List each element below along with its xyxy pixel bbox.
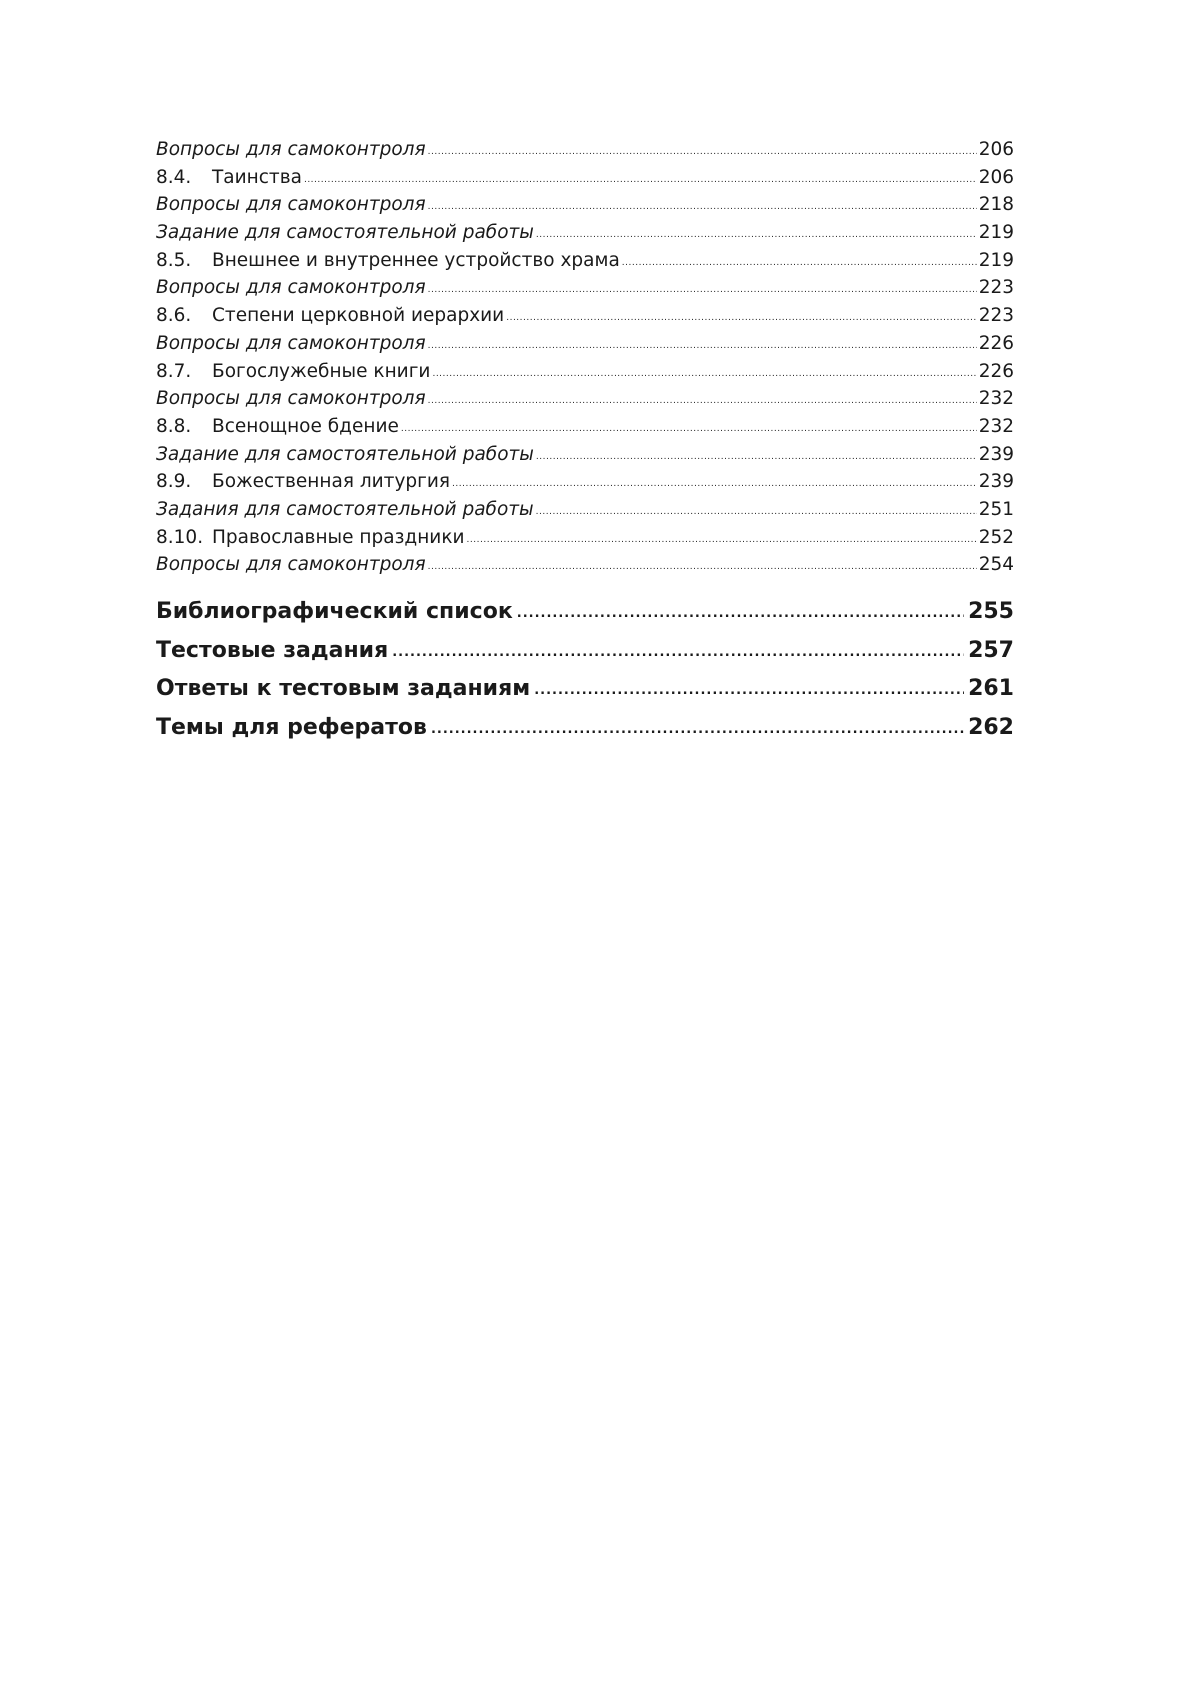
toc-leader-dots bbox=[428, 203, 977, 212]
toc-entry-title: Православные праздники bbox=[212, 526, 465, 548]
toc-entry[interactable] bbox=[156, 219, 1014, 247]
toc-leader-dots bbox=[304, 176, 977, 185]
toc-entry-page: 251 bbox=[978, 498, 1014, 520]
toc-leader-dots bbox=[534, 684, 964, 697]
toc-leader-dots bbox=[506, 314, 976, 323]
toc-leader-dots bbox=[428, 563, 977, 572]
toc-spacer bbox=[156, 579, 1014, 593]
toc-entry[interactable] bbox=[156, 164, 1014, 192]
toc-leader-dots bbox=[428, 342, 977, 351]
toc-entry[interactable] bbox=[156, 247, 1014, 275]
toc-entry[interactable] bbox=[156, 441, 1014, 469]
toc-entry-title: Степени церковной иерархии bbox=[212, 305, 505, 327]
toc-entry-title: Задание для самостоятельной работы bbox=[156, 222, 534, 244]
toc-entry-page: 219 bbox=[978, 249, 1014, 271]
toc-entry-page: 232 bbox=[978, 388, 1014, 410]
toc-entry-page: 239 bbox=[978, 471, 1014, 493]
toc-entry[interactable] bbox=[156, 385, 1014, 413]
toc-entry-title: Внешнее и внутреннее устройство храма bbox=[212, 249, 620, 271]
toc-leader-dots bbox=[536, 231, 977, 240]
toc-major-page: 262 bbox=[968, 714, 1014, 740]
toc-entry-title: Таинства bbox=[212, 166, 302, 188]
toc-entry[interactable] bbox=[156, 191, 1014, 219]
toc-entry-page: 254 bbox=[978, 554, 1014, 576]
toc-entry-page: 239 bbox=[978, 443, 1014, 465]
toc-major-entry[interactable] bbox=[156, 632, 1014, 671]
toc-entry[interactable] bbox=[156, 136, 1014, 164]
toc-entry-page: 223 bbox=[978, 277, 1014, 299]
toc-major-page: 257 bbox=[968, 637, 1014, 663]
toc-major-title: Тестовые задания bbox=[156, 637, 389, 663]
toc-major-page: 261 bbox=[968, 676, 1014, 701]
toc-entry[interactable] bbox=[156, 413, 1014, 441]
toc-entry-title: Вопросы для самоконтроля bbox=[156, 139, 426, 160]
toc-leader-dots bbox=[428, 397, 977, 406]
toc-entry-number: 8.10. bbox=[156, 526, 204, 548]
toc-entry-title: Вопросы для самоконтроля bbox=[156, 388, 426, 410]
toc-entry-title: Всенощное бдение bbox=[212, 415, 399, 437]
toc-leader-dots bbox=[536, 508, 977, 517]
toc-entry-title: Задания для самостоятельной работы bbox=[156, 498, 534, 520]
toc-entry-number: 8.7. bbox=[156, 360, 192, 382]
toc-entry-title: Вопросы для самоконтроля bbox=[156, 332, 426, 354]
toc-leader-dots bbox=[622, 259, 977, 268]
toc-entry-page: 206 bbox=[978, 139, 1014, 160]
toc-leader-dots bbox=[452, 480, 977, 489]
toc-entry-page: 226 bbox=[978, 332, 1014, 354]
toc-entry-page: 226 bbox=[978, 360, 1014, 382]
toc-entry[interactable] bbox=[156, 524, 1014, 552]
toc-leader-dots bbox=[428, 148, 977, 157]
toc-entry[interactable] bbox=[156, 274, 1014, 302]
toc-entry-title: Вопросы для самоконтроля bbox=[156, 554, 426, 576]
toc-entry-title: Задание для самостоятельной работы bbox=[156, 443, 534, 465]
toc-entry[interactable] bbox=[156, 302, 1014, 330]
toc-leader-dots bbox=[536, 453, 977, 462]
toc-major-title: Темы для рефератов bbox=[156, 714, 427, 740]
toc-major-page: 255 bbox=[968, 599, 1014, 624]
toc-leader-dots bbox=[428, 286, 977, 295]
toc-entry-page: 252 bbox=[978, 526, 1014, 548]
toc-major-entry[interactable] bbox=[156, 593, 1014, 632]
toc-entry[interactable] bbox=[156, 468, 1014, 496]
toc-leader-dots bbox=[467, 536, 977, 545]
table-of-contents bbox=[156, 136, 1014, 747]
toc-entry-number: 8.9. bbox=[156, 471, 192, 493]
toc-major-entry[interactable] bbox=[156, 670, 1014, 709]
toc-major-title: Ответы к тестовым заданиям bbox=[156, 676, 531, 701]
toc-entry-page: 219 bbox=[978, 222, 1014, 244]
toc-major-title: Библиографический список bbox=[156, 599, 513, 624]
toc-entry-title: Вопросы для самоконтроля bbox=[156, 277, 426, 299]
toc-entry-page: 206 bbox=[978, 166, 1014, 188]
toc-entry-number: 8.4. bbox=[156, 166, 192, 188]
toc-entry-title: Божественная литургия bbox=[212, 471, 451, 493]
toc-entry[interactable] bbox=[156, 358, 1014, 386]
toc-major-entry[interactable] bbox=[156, 709, 1014, 748]
toc-leader-dots bbox=[401, 425, 977, 434]
toc-entry-number: 8.5. bbox=[156, 249, 192, 271]
toc-entry[interactable] bbox=[156, 551, 1014, 579]
toc-leader-dots bbox=[432, 370, 976, 379]
toc-entry-page: 218 bbox=[978, 194, 1014, 216]
toc-leader-dots bbox=[517, 607, 964, 620]
toc-entry[interactable] bbox=[156, 496, 1014, 524]
toc-leader-dots bbox=[431, 723, 964, 736]
toc-entry-page: 232 bbox=[978, 415, 1014, 437]
toc-leader-dots bbox=[392, 646, 964, 659]
toc-entry-title: Вопросы для самоконтроля bbox=[156, 194, 426, 216]
toc-entry[interactable] bbox=[156, 330, 1014, 358]
toc-entry-number: 8.8. bbox=[156, 415, 192, 437]
toc-entry-title: Богослужебные книги bbox=[212, 360, 431, 382]
toc-entry-number: 8.6. bbox=[156, 305, 192, 327]
toc-entry-page: 223 bbox=[978, 305, 1014, 327]
